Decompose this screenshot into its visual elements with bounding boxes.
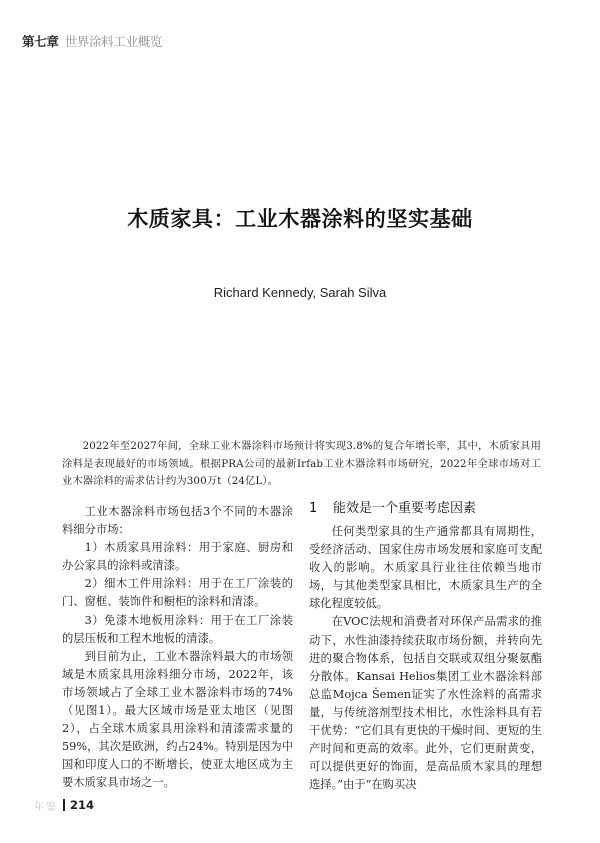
chapter-header — [22, 32, 162, 50]
left-column — [62, 503, 293, 793]
paragraph: 在VOC法规和消费者对环保产品需求的推动下，水性油漆持续获取市场份额，并转向先进的聚合物体系，包括自交联或双组分聚氨酯分散体。Kansai Helios集团工业木器涂料部总监Mojca Šemen证实了水性涂料的高需求量，与传统溶剂型技术相比，水性涂料具有若干优势：“它们具有更快的干燥时间、更短的生产时间和更高的效率。此外，它们更耐黄变，可以提供更好的饰面，是高品质木家具的理想选择。”由于“在购买决 — [309, 615, 542, 792]
section-number: 1 — [309, 501, 318, 516]
chapter-title: 世界涂料工业概览 — [64, 34, 163, 49]
article-authors: Richard Kennedy, Sarah Silva — [213, 285, 387, 300]
paragraph: 2）细木工件用涂料：用于在工厂涂装的门、窗框、装饰件和橱柜的涂料和清漆。 — [62, 577, 293, 609]
page-number: 214 — [70, 798, 95, 812]
page-footer — [34, 797, 94, 813]
paragraph: 3）免漆木地板用涂料：用于在工厂涂装的层压板和工程木地板的清漆。 — [62, 613, 293, 645]
abstract — [62, 438, 541, 491]
article-title: 木质家具：工业木器涂料的坚实基础 — [127, 206, 473, 231]
section-title: 能效是一个重要考虑因素 — [333, 501, 477, 516]
chapter-number: 第七章 — [22, 34, 59, 49]
journal-mark: 年鉴 — [34, 801, 58, 813]
paragraph: 工业木器涂料市场包括3个不同的木器涂料细分市场： — [62, 505, 293, 537]
footer-divider — [63, 799, 65, 811]
abstract-text: 2022年至2027年间，全球工业木器涂料市场预计将实现3.8%的复合年增长率，其中，木质家具用涂料是表现最好的市场领域。根据PRA公司的最新Irfab工业木器涂料市场研究，2022年全球市场对工业木器涂料的需求估计约为300万t（24亿L）。 — [62, 440, 541, 487]
section-heading — [309, 500, 542, 518]
paragraph: 任何类型家具的生产通常都具有周期性，受经济活动、国家住房市场发展和家庭可支配收入的影响。木质家具行业往往依赖当地市场，与其他类型家具相比，木质家具生产的全球化程度较低。 — [309, 525, 542, 611]
right-column — [309, 500, 542, 794]
paragraph: 1）木质家具用涂料：用于家庭、厨房和办公家具的涂料或清漆。 — [62, 541, 293, 573]
paragraph: 到目前为止，工业木器涂料最大的市场领域是木质家具用涂料细分市场，2022年，该市场领域占了全球工业木器涂料市场的74%（见图1）。最大区域市场是亚太地区（见图2），占全球木质家具用涂料和清漆需求量的59%，其次是欧洲，约占24%。特别是因为中国和印度人口的不断增长，使亚太地区成为主要木质家具市场之一。 — [62, 649, 293, 790]
